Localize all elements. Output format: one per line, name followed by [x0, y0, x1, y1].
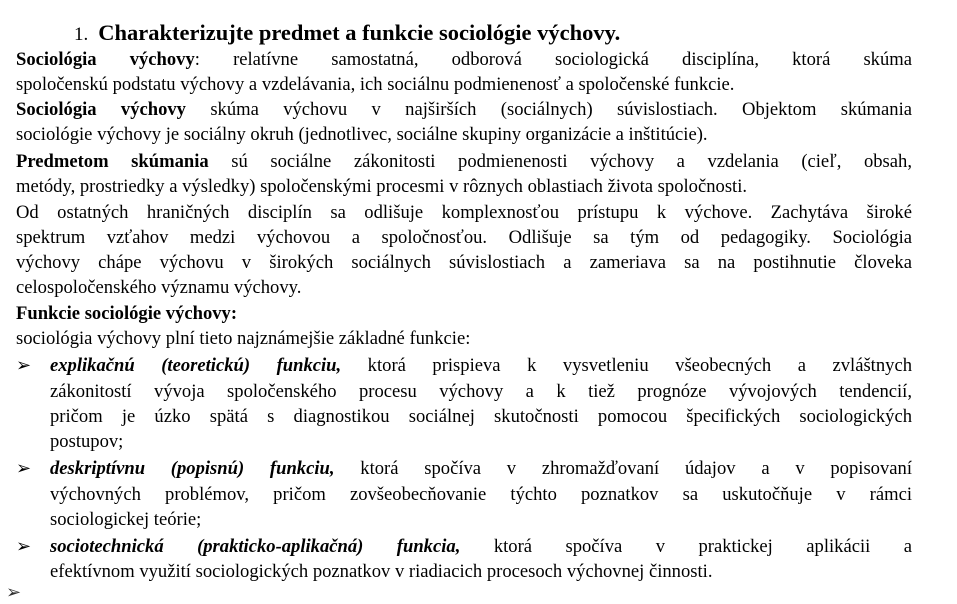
- item1-line4: postupov;: [50, 431, 124, 452]
- p4-line3: výchovy chápe výchovu v širokých sociálnych súvislostiach a zameriava sa na postihnutie človeka: [16, 252, 912, 273]
- p1-line1-text: : relatívne samostatná, odborová sociologická disciplína, ktorá skúma: [194, 49, 912, 70]
- p1-line1: [16, 48, 912, 72]
- item3-line2: efektívnom využití sociologických poznatkov v riadiacich procesoch výchovnej činnosti.: [50, 561, 713, 582]
- p2-line2: sociológie výchovy je sociálny okruh (jednotlivec, sociálne skupiny organizácie a inštitúcie).: [16, 124, 708, 145]
- item1-line2: zákonitostí vývoja spoločenského procesu výchovy a k tiež prognóze vývojových tendencií,: [50, 381, 912, 402]
- item2-line3: sociologickej teórie;: [50, 509, 202, 530]
- p4-line1: Od ostatných hraničných disciplín sa odlišuje komplexnosťou prístupu k výchove. Zachytáva široké: [16, 202, 912, 223]
- p3-line1-text: sú sociálne zákonitosti podmienenosti výchovy a vzdelania (cieľ, obsah,: [208, 151, 912, 172]
- functions-heading: Funkcie sociológie výchovy:: [16, 303, 238, 324]
- p2-line1: [16, 98, 912, 122]
- bullet-arrow-icon: ➢: [16, 536, 32, 557]
- item1-line1: [50, 354, 912, 378]
- heading-number: 1.: [74, 24, 89, 45]
- p2-line1-text: skúma výchovu v najširších (sociálnych) súvislostiach. Objektom skúmania: [185, 99, 912, 120]
- p3-line1: [16, 150, 912, 174]
- item1-line3: pričom je úzko spätá s diagnostikou sociálnej skutočnosti pomocou špecifických sociologických: [50, 406, 912, 427]
- bullet-arrow-icon: ➢: [16, 458, 32, 479]
- next-bullet-fragment-icon: ➢: [6, 582, 22, 602]
- p2-lead: Sociológia výchovy: [16, 99, 186, 120]
- item2-term: deskriptívnu (popisnú) funkciu,: [50, 458, 335, 479]
- bullet-arrow-icon: ➢: [16, 355, 32, 376]
- item2-line1: [50, 457, 912, 481]
- p1-line2: spoločenskú podstatu výchovy a vzdelávania, ich sociálnu podmienenosť a spoločenské funkcie.: [16, 74, 735, 95]
- p3-lead: Predmetom skúmania: [16, 151, 209, 172]
- item1-line1-text: ktorá prispieva k vysvetleniu všeobecných a zvláštnych: [341, 355, 912, 376]
- p3-line2: metódy, prostriedky a výsledky) spoločenskými procesmi v rôznych oblastiach života spoločnosti.: [16, 176, 748, 197]
- p1-lead: Sociológia výchovy: [16, 49, 195, 70]
- item3-line1-text: ktorá spočíva v praktickej aplikácii a: [460, 536, 912, 557]
- item3-term: sociotechnická (prakticko-aplikačná) funkcia,: [50, 536, 461, 557]
- p4-line2: spektrum vzťahov medzi výchovou a spoločnosťou. Odlišuje sa tým od pedagogiky. Sociológia: [16, 227, 912, 248]
- p4-line4: celospoločenského významu výchovy.: [16, 277, 302, 298]
- section-heading: [74, 19, 620, 49]
- functions-intro: sociológia výchovy plní tieto najznámejšie základné funkcie:: [16, 328, 471, 349]
- item1-term: explikačnú (teoretickú) funkciu,: [50, 355, 342, 376]
- item2-line2: výchovných problémov, pričom zovšeobecňovanie týchto poznatkov sa uskutočňuje v rámci: [50, 484, 912, 505]
- item2-line1-text: ktorá spočíva v zhromažďovaní údajov a v popisovaní: [334, 458, 912, 479]
- item3-line1: [50, 535, 912, 559]
- heading-title: Charakterizujte predmet a funkcie sociológie výchovy.: [98, 20, 621, 45]
